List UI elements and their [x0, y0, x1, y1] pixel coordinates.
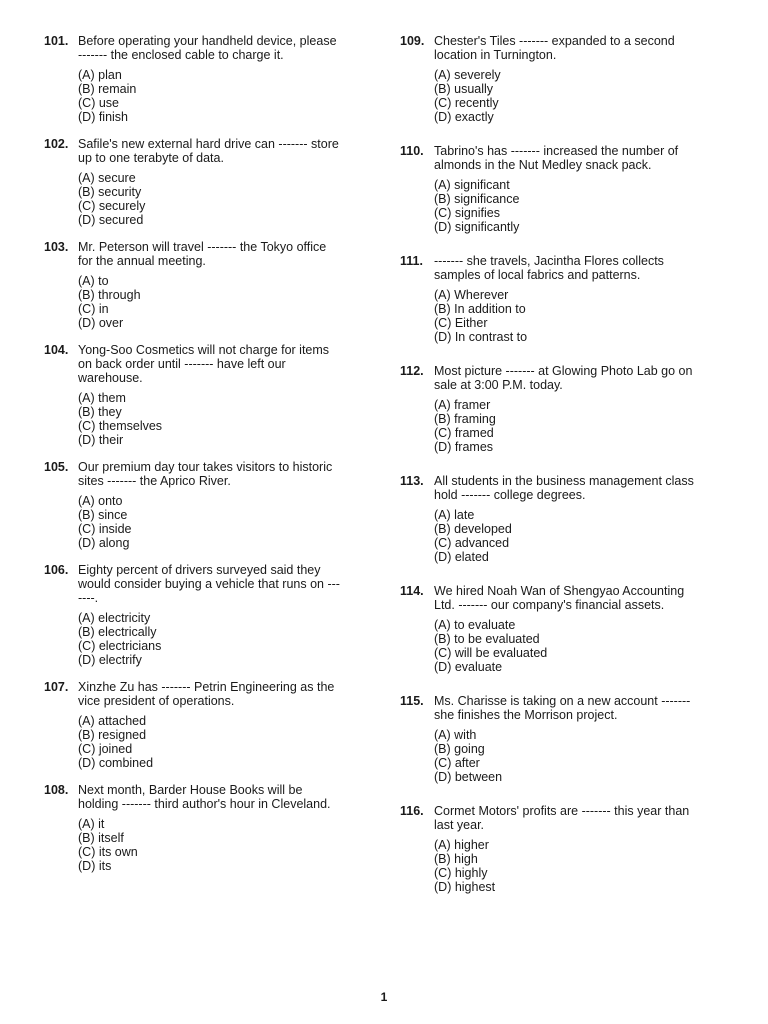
option-c: (C) highly [434, 866, 488, 880]
option-b: (B) framing [434, 412, 496, 426]
option-a: (A) late [434, 508, 475, 522]
question-113 [400, 474, 700, 564]
option-a: (A) to evaluate [434, 618, 516, 632]
question-number: 108. [44, 783, 69, 797]
question-text: Before operating your handheld device, please ------- the enclosed cable to charge it. [78, 34, 337, 62]
option-c: (C) after [434, 756, 480, 770]
option-b: (B) to be evaluated [434, 632, 540, 646]
question-number: 113. [400, 474, 424, 488]
question-105 [44, 460, 344, 550]
option-b: (B) In addition to [434, 302, 526, 316]
option-a: (A) secure [78, 171, 136, 185]
option-c: (C) recently [434, 96, 499, 110]
option-c: (C) its own [78, 845, 138, 859]
option-d: (D) In contrast to [434, 330, 528, 344]
question-115 [400, 694, 700, 784]
question-110 [400, 144, 700, 234]
question-number: 111. [400, 254, 423, 268]
option-d: (D) highest [434, 880, 496, 894]
option-d: (D) significantly [434, 220, 520, 234]
option-d: (D) exactly [434, 110, 494, 124]
question-text: Tabrino's has ------- increased the number of almonds in the Nut Medley snack pack. [434, 144, 679, 172]
option-c: (C) themselves [78, 419, 163, 433]
option-c: (C) framed [434, 426, 494, 440]
option-b: (B) high [434, 852, 478, 866]
question-101 [44, 34, 344, 124]
question-116 [400, 804, 700, 894]
question-number: 115. [400, 694, 424, 708]
question-text: Mr. Peterson will travel ------- the Tokyo office for the annual meeting. [78, 240, 327, 268]
option-b: (B) significance [434, 192, 520, 206]
right-column [400, 34, 700, 894]
option-c: (C) securely [78, 199, 146, 213]
question-108 [44, 783, 344, 873]
question-number: 110. [400, 144, 424, 158]
question-number: 109. [400, 34, 425, 48]
question-text: All students in the business management class hold ------- college degrees. [434, 474, 694, 502]
question-114 [400, 584, 700, 674]
question-text: Xinzhe Zu has ------- Petrin Engineering as the vice president of operations. [78, 680, 335, 708]
option-a: (A) electricity [78, 611, 151, 625]
question-106 [44, 563, 344, 667]
question-text: We hired Noah Wan of Shengyao Accounting Ltd. ------- our company's financial assets. [434, 584, 685, 612]
option-d: (D) combined [78, 756, 154, 770]
option-d: (D) along [78, 536, 130, 550]
question-112 [400, 364, 700, 454]
option-c: (C) inside [78, 522, 132, 536]
option-a: (A) significant [434, 178, 510, 192]
option-c: (C) joined [78, 742, 133, 756]
option-c: (C) electricians [78, 639, 162, 653]
option-d: (D) over [78, 316, 124, 330]
option-c: (C) use [78, 96, 119, 110]
option-b: (B) usually [434, 82, 494, 96]
question-number: 106. [44, 563, 69, 577]
question-107 [44, 680, 344, 770]
question-text: Cormet Motors' profits are ------- this year than last year. [434, 804, 690, 832]
option-b: (B) electrically [78, 625, 157, 639]
question-109 [400, 34, 700, 124]
question-number: 103. [44, 240, 69, 254]
option-c: (C) signifies [434, 206, 500, 220]
question-number: 104. [44, 343, 69, 357]
option-d: (D) between [434, 770, 503, 784]
option-d: (D) finish [78, 110, 129, 124]
option-a: (A) severely [434, 68, 501, 82]
option-a: (A) attached [78, 714, 147, 728]
option-b: (B) since [78, 508, 128, 522]
option-d: (D) frames [434, 440, 494, 454]
option-b: (B) security [78, 185, 142, 199]
option-b: (B) itself [78, 831, 124, 845]
question-text: Yong-Soo Cosmetics will not charge for items on back order until ------- have left our warehouse. [78, 343, 330, 385]
option-b: (B) remain [78, 82, 137, 96]
question-number: 112. [400, 364, 424, 378]
option-d: (D) its [78, 859, 112, 873]
option-d: (D) secured [78, 213, 144, 227]
question-number: 107. [44, 680, 69, 694]
option-b: (B) going [434, 742, 485, 756]
option-a: (A) with [434, 728, 477, 742]
question-number: 105. [44, 460, 69, 474]
option-b: (B) resigned [78, 728, 147, 742]
option-b: (B) through [78, 288, 141, 302]
question-number: 116. [400, 804, 424, 818]
option-b: (B) they [78, 405, 122, 419]
question-text: ------- she travels, Jacintha Flores collects samples of local fabrics and patterns. [434, 254, 664, 282]
option-c: (C) Either [434, 316, 488, 330]
option-d: (D) electrify [78, 653, 142, 667]
option-a: (A) plan [78, 68, 122, 82]
question-number: 102. [44, 137, 69, 151]
option-b: (B) developed [434, 522, 512, 536]
option-a: (A) framer [434, 398, 491, 412]
question-text: Eighty percent of drivers surveyed said they would consider buying a vehicle that runs on -------. [78, 563, 340, 605]
question-text: Ms. Charisse is taking on a new account ------- she finishes the Morrison project. [434, 694, 691, 722]
question-text: Safile's new external hard drive can ------- store up to one terabyte of data. [78, 137, 339, 165]
option-a: (A) them [78, 391, 126, 405]
option-a: (A) Wherever [434, 288, 509, 302]
question-text: Chester's Tiles ------- expanded to a second location in Turnington. [434, 34, 675, 62]
question-104 [44, 343, 344, 447]
question-102 [44, 137, 344, 227]
option-a: (A) it [78, 817, 105, 831]
option-d: (D) evaluate [434, 660, 503, 674]
question-text: Most picture ------- at Glowing Photo Lab go on sale at 3:00 P.M. today. [434, 364, 693, 392]
option-a: (A) to [78, 274, 109, 288]
option-a: (A) onto [78, 494, 123, 508]
option-c: (C) in [78, 302, 109, 316]
option-d: (D) their [78, 433, 124, 447]
page-number: 1 [380, 990, 388, 1004]
option-a: (A) higher [434, 838, 489, 852]
question-103 [44, 240, 344, 330]
question-111 [400, 254, 700, 344]
question-number: 114. [400, 584, 424, 598]
option-d: (D) elated [434, 550, 489, 564]
question-number: 101. [44, 34, 69, 48]
left-column [44, 34, 344, 873]
option-c: (C) advanced [434, 536, 510, 550]
question-text: Our premium day tour takes visitors to historic sites ------- the Aprico River. [78, 460, 333, 488]
question-text: Next month, Barder House Books will be holding ------- third author's hour in Cleveland. [78, 783, 331, 811]
option-c: (C) will be evaluated [434, 646, 548, 660]
